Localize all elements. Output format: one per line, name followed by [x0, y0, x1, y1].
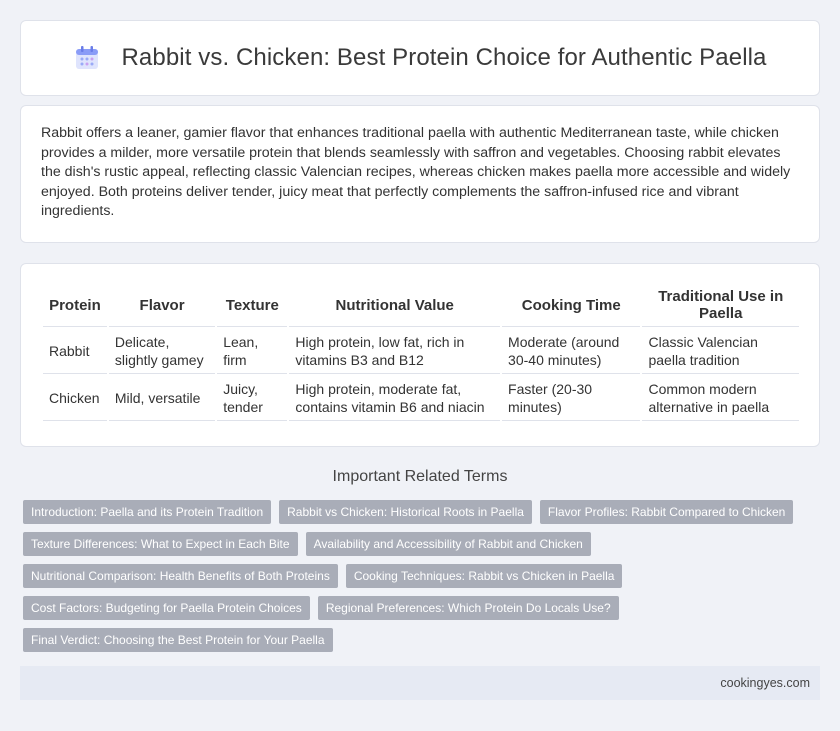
related-term-tag[interactable]: Flavor Profiles: Rabbit Compared to Chicken — [540, 500, 793, 524]
header-cooking-time: Cooking Time — [502, 284, 640, 327]
cell-nutritional-value: High protein, moderate fat, contains vitamin B6 and niacin — [289, 376, 500, 421]
header-texture: Texture — [217, 284, 287, 327]
cell-nutritional-value: High protein, low fat, rich in vitamins B3 and B12 — [289, 329, 500, 374]
related-term-tag[interactable]: Texture Differences: What to Expect in Each Bite — [23, 532, 298, 556]
footer — [20, 666, 820, 700]
table-row — [43, 376, 799, 421]
related-term-tag[interactable]: Introduction: Paella and its Protein Tradition — [23, 500, 271, 524]
footer-site-link[interactable]: cookingyes.com — [720, 676, 810, 690]
cell-traditional-use: Common modern alternative in paella — [642, 376, 799, 421]
comparison-table-card — [20, 263, 820, 447]
intro-text: Rabbit offers a leaner, gamier flavor that enhances traditional paella with authentic Mediterranean taste, while chicken provides a milder, more versatile protein that blends seamlessly with saffron and vegetables. Choosing rabbit elevates the dish's rustic appeal, reflecting classic Valencian recipes, whereas chicken makes paella more accessible and widely enjoyed. Both proteins deliver tender, juicy meat that perfectly complements the saffron-infused rice and vibrant ingredients. — [41, 125, 791, 219]
cell-flavor: Delicate, slightly gamey — [109, 329, 215, 374]
cell-cooking-time: Moderate (around 30-40 minutes) — [502, 329, 640, 374]
cell-flavor: Mild, versatile — [109, 376, 215, 421]
related-terms-title: Important Related Terms — [332, 468, 508, 485]
cell-protein: Chicken — [43, 376, 107, 421]
header-nutritional-value: Nutritional Value — [289, 284, 500, 327]
related-term-tag[interactable]: Availability and Accessibility of Rabbit and Chicken — [306, 532, 591, 556]
table-row — [43, 329, 799, 374]
intro-card — [20, 105, 820, 243]
related-term-tag[interactable]: Final Verdict: Choosing the Best Protein for Your Paella — [23, 628, 333, 652]
comparison-table — [41, 282, 801, 423]
cell-traditional-use: Classic Valencian paella tradition — [642, 329, 799, 374]
related-term-tag[interactable]: Cooking Techniques: Rabbit vs Chicken in Paella — [346, 564, 623, 588]
related-term-tag[interactable]: Cost Factors: Budgeting for Paella Protein Choices — [23, 596, 310, 620]
related-term-tag[interactable]: Rabbit vs Chicken: Historical Roots in Paella — [279, 500, 532, 524]
header-traditional-use: Traditional Use in Paella — [642, 284, 799, 327]
page-title: Rabbit vs. Chicken: Best Protein Choice for Authentic Paella — [121, 44, 767, 71]
cell-texture: Lean, firm — [217, 329, 287, 374]
header-flavor: Flavor — [109, 284, 215, 327]
calendar-icon — [74, 45, 100, 71]
header-protein: Protein — [43, 284, 107, 327]
cell-protein: Rabbit — [43, 329, 107, 374]
cell-texture: Juicy, tender — [217, 376, 287, 421]
table-header-row — [43, 284, 799, 327]
title-card — [20, 20, 820, 96]
related-term-tag[interactable]: Nutritional Comparison: Health Benefits of Both Proteins — [23, 564, 338, 588]
related-term-tag[interactable]: Regional Preferences: Which Protein Do Locals Use? — [318, 596, 619, 620]
cell-cooking-time: Faster (20-30 minutes) — [502, 376, 640, 421]
related-terms-list — [23, 500, 813, 652]
